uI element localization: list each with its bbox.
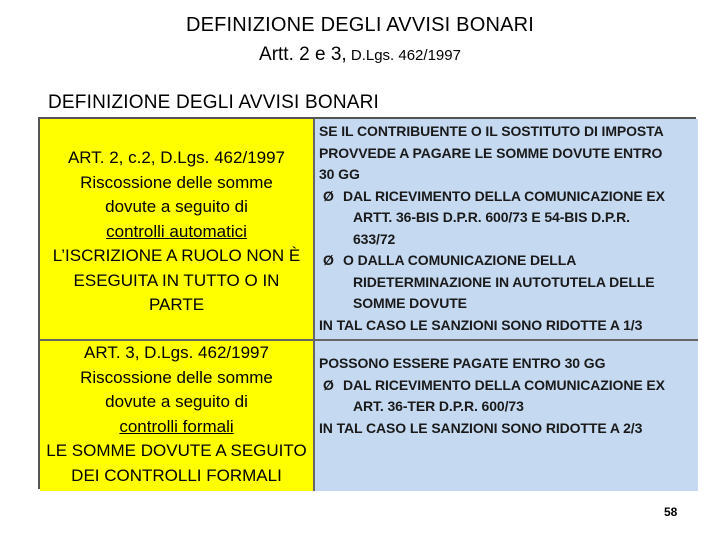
art3-note-line2: DEI CONTROLLI FORMALI [71, 465, 282, 485]
page-subtitle [0, 44, 720, 66]
sanction-reduction-line: IN TAL CASO LE SANZIONI SONO RIDOTTE A 1/3 [319, 316, 643, 333]
subtitle-reference: D.Lgs. 462/1997 [346, 47, 461, 64]
art3-controlli-formali: controlli formali [119, 416, 234, 436]
art2-desc-line1: Riscossione delle somme [80, 172, 273, 192]
detail-line: SE IL CONTRIBUENTE O IL SOSTITUTO DI IMPOSTA [319, 123, 664, 139]
section-heading: DEFINIZIONE DEGLI AVVISI BONARI [48, 92, 380, 113]
art2-controlli-automatici: controlli automatici [106, 221, 247, 241]
bullet-item: Ø DAL RICEVIMENTO DELLA COMUNICAZIONE EX [319, 375, 696, 397]
art2-cell [40, 119, 315, 341]
sanction-reduction-line: IN TAL CASO LE SANZIONI SONO RIDOTTE A 2/3 [319, 419, 643, 436]
art3-cell [40, 341, 315, 491]
art2-note-line1: L’ISCRIZIONE A RUOLO NON È [52, 246, 301, 265]
art2-detail-cell [315, 119, 698, 341]
bullet-continuation: RIDETERMINAZIONE IN AUTOTUTELA DELLE [353, 273, 655, 290]
art3-detail-cell [315, 341, 698, 491]
art3-desc-line1: Riscossione delle somme [80, 367, 273, 387]
arrow-bullet-icon: Ø [323, 376, 334, 393]
art2-detail-text [319, 121, 696, 336]
arrow-bullet-icon: Ø [323, 187, 334, 204]
art2-text [40, 146, 313, 318]
page-number: 58 [664, 505, 678, 519]
art3-desc-line2: dovute a seguito di [105, 392, 248, 411]
art2-note-line3: PARTE [148, 295, 205, 314]
art2-note-line2: ESEGUITA IN TUTTO O IN [73, 270, 280, 290]
bullet-continuation: 633/72 [353, 230, 396, 247]
art3-note-line1: LE SOMME DOVUTE A SEGUITO [46, 441, 307, 460]
avvisi-table [38, 117, 696, 489]
detail-line: PROVVEDE A PAGARE LE SOMME DOVUTE ENTRO [319, 144, 663, 161]
detail-line: POSSONO ESSERE PAGATE ENTRO 30 GG [319, 355, 606, 371]
art3-text [40, 341, 313, 488]
art3-detail-text [319, 353, 696, 439]
bullet-continuation: SOMME DOVUTE [353, 295, 467, 311]
bullet-item: Ø O DALLA COMUNICAZIONE DELLA [319, 250, 696, 272]
bullet-item: Ø DAL RICEVIMENTO DELLA COMUNICAZIONE EX [319, 186, 696, 208]
bullet-continuation: ARTT. 36-BIS D.P.R. 600/73 E 54-BIS D.P.R. [353, 209, 630, 225]
arrow-bullet-icon: Ø [323, 252, 334, 268]
subtitle-main: Artt. 2 e 3, [259, 44, 347, 65]
art3-reference: ART. 3, D.Lgs. 462/1997 [84, 343, 269, 362]
art2-desc-line2: dovute a seguito di [105, 197, 248, 216]
detail-line: 30 GG [319, 166, 360, 182]
page-title: DEFINIZIONE DEGLI AVVISI BONARI [185, 14, 535, 36]
art2-reference: ART. 2, c.2, D.Lgs. 462/1997 [67, 148, 286, 167]
bullet-continuation: ART. 36-TER D.P.R. 600/73 [353, 398, 524, 414]
